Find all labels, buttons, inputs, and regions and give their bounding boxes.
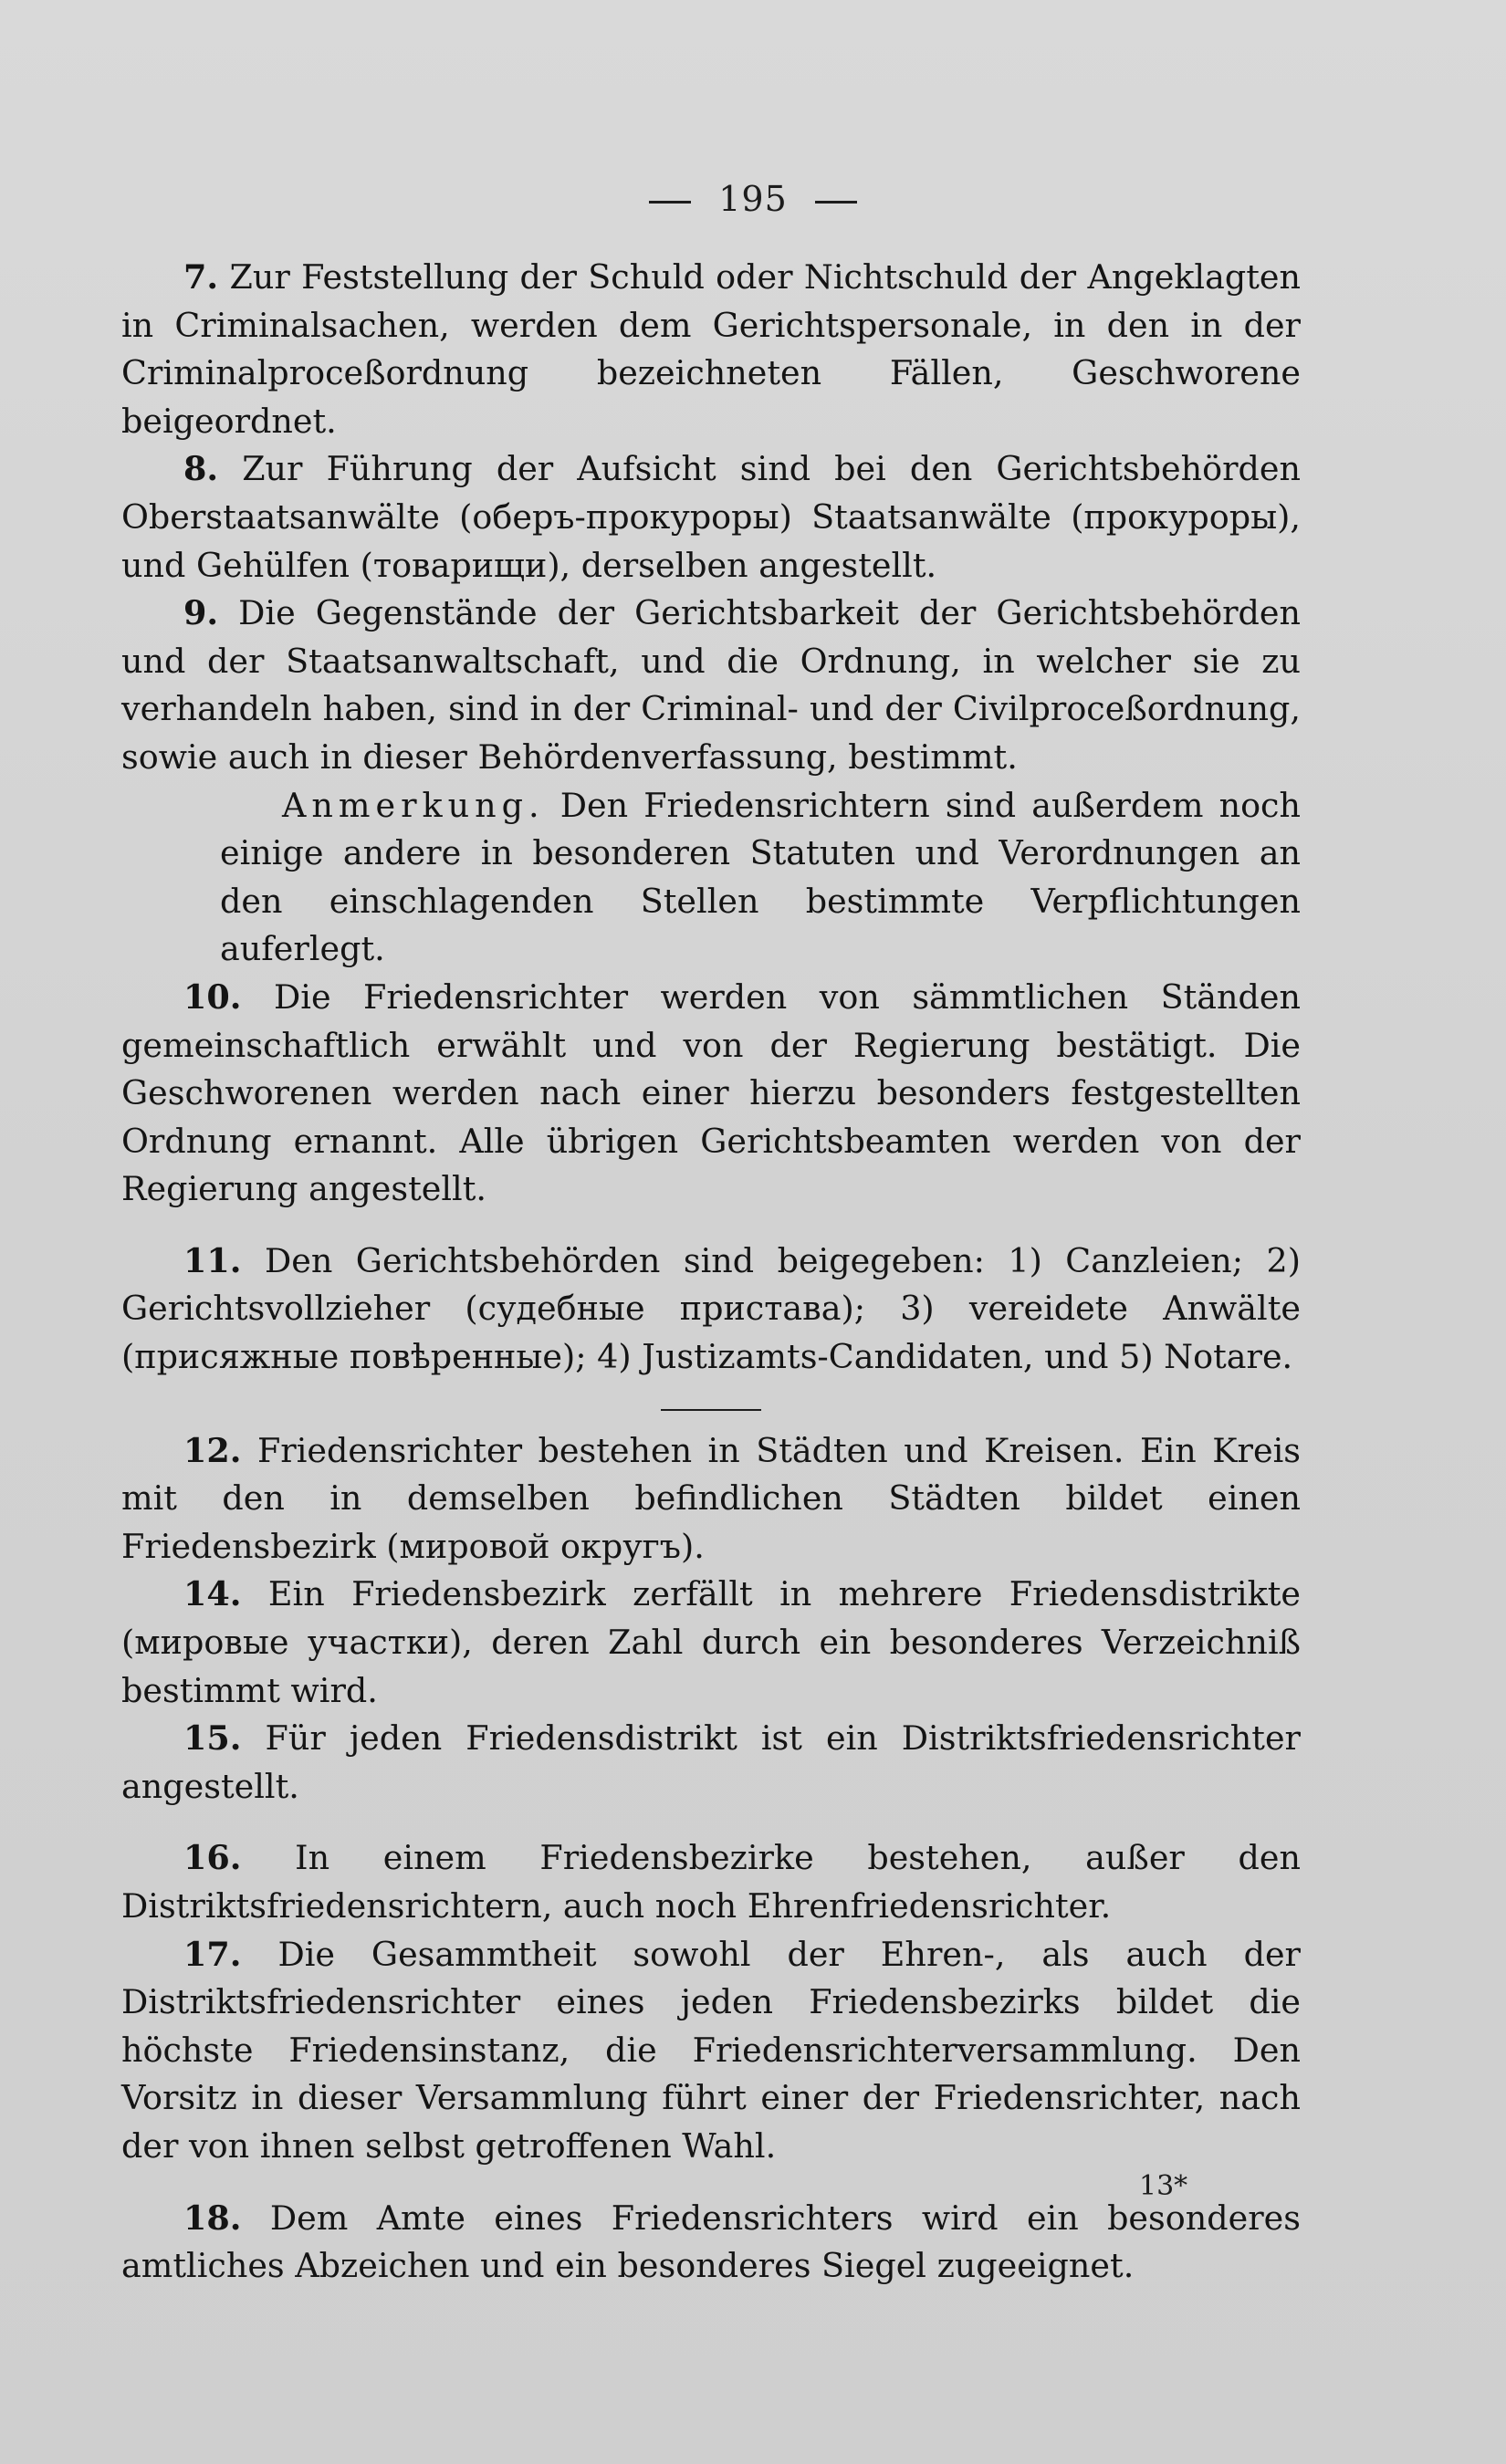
paragraph-text: Ein Friedensbezirk zerfällt in mehrere Friedensdistrikte (мировые участки), deren Zahl durch ein besonderes Verzeichniß bestimmt wird. [121, 1574, 1301, 1710]
header-dash-right [815, 201, 857, 204]
paragraph-18 [121, 2195, 1301, 2291]
paragraph-number: 12. [183, 1430, 242, 1470]
paragraph-number: 10. [183, 976, 242, 1017]
paragraph-number: 9. [183, 593, 219, 633]
paragraph-text: Die Gegenstände der Gerichtsbarkeit der Gerichtsbehörden und der Staatsanwaltschaft, und die Ordnung, in welcher sie zu verhandeln haben, sind in der Criminal- und der Civilproceßordnung, sowie auch in dieser Behördenverfassung, bestimmt. [121, 593, 1302, 777]
paragraph-16 [121, 1834, 1301, 1930]
body-text [121, 254, 1301, 2291]
paragraph-15 [121, 1715, 1301, 1811]
header-dash-left [649, 201, 691, 204]
paragraph-text: Friedensrichter bestehen in Städten und Kreisen. Ein Kreis mit den in demselben befindlichen Städten bildet einen Friedensbezirk (мировой округъ). [121, 1430, 1301, 1566]
paragraph-text: Zur Führung der Aufsicht sind bei den Gerichtsbehörden Oberstaatsanwälte (оберъ-прокуроры) Staatsanwälte (прокуроры), und Gehülfen (товарищи), derselben angestellt. [121, 449, 1301, 585]
signature-mark: 13* [1139, 2170, 1188, 2202]
spacer [121, 1811, 1301, 1834]
paragraph-number: 14. [183, 1574, 242, 1614]
paragraph-text: Zur Feststellung der Schuld oder Nichtschuld der Angeklagten in Criminalsachen, werden dem Gerichtspersonale, in den in der Criminalproceßordnung bezeichneten Fällen, Geschworene beigeordnet. [121, 257, 1301, 441]
paragraph-11 [121, 1237, 1301, 1382]
page-number: 195 [718, 179, 788, 219]
paragraph-number: 7. [183, 257, 219, 297]
paragraph-number: 15. [183, 1718, 242, 1759]
paragraph-number: 18. [183, 2198, 242, 2238]
paragraph-text: Die Gesammtheit sowohl der Ehren-, als auch der Distriktsfriedensrichter eines jeden Friedensbezirks bildet die höchste Friedensinstanz, die Friedensrichterversammlung. Den Vorsitz in dieser Versammlung führt einer der Friedensrichter, nach der von ihnen selbst getroffenen Wahl. [121, 1934, 1301, 2166]
section-divider [661, 1409, 761, 1411]
paragraph-17 [121, 1931, 1301, 2171]
paragraph-text: Für jeden Friedensdistrikt ist ein Distriktsfriedensrichter angestellt. [121, 1718, 1301, 1806]
paragraph-10 [121, 974, 1301, 1214]
paragraph-number: 11. [183, 1240, 242, 1280]
paragraph-9 [121, 590, 1301, 781]
paragraph-number: 16. [183, 1838, 242, 1878]
note-lead: Anmerkung. [282, 785, 545, 825]
paragraph-text: In einem Friedensbezirke bestehen, außer den Distriktsfriedensrichtern, auch noch Ehrenfriedensrichter. [121, 1838, 1301, 1926]
paragraph-text: Den Gerichtsbehörden sind beigegeben: 1) Canzleien; 2) Gerichtsvollzieher (судебные пристава); 3) vereidete Anwälte (присяжные повѣренные); 4) Justizamts-Candidaten, und 5) Notare. [121, 1240, 1302, 1377]
spacer [121, 2171, 1301, 2195]
paragraph-12 [121, 1427, 1301, 1571]
spacer [121, 1214, 1301, 1237]
paragraph-8 [121, 445, 1301, 590]
paragraph-number: 17. [183, 1934, 242, 1974]
paragraph-text: Dem Amte eines Friedensrichters wird ein besonderes amtliches Abzeichen und ein besonderes Siegel zugeeignet. [121, 2198, 1301, 2286]
paragraph-text: Die Friedensrichter werden von sämmtlichen Ständen gemeinschaftlich erwählt und von der Regierung bestätigt. Die Geschworenen werden nach einer hierzu besonders festgestellten Ordnung ernannt. Alle übrigen Gerichtsbeamten werden von der Regierung angestellt. [121, 976, 1301, 1209]
paragraph-number: 8. [183, 449, 219, 489]
page-header [0, 179, 1506, 219]
note-paragraph [121, 782, 1301, 974]
note-text: Den Friedensrichtern sind außerdem noch einige andere in besonderen Statuten und Verordnungen an den einschlagenden Stellen bestimmte Verpflichtungen auferlegt. [220, 785, 1301, 969]
paragraph-14 [121, 1571, 1301, 1715]
paragraph-7 [121, 254, 1301, 445]
